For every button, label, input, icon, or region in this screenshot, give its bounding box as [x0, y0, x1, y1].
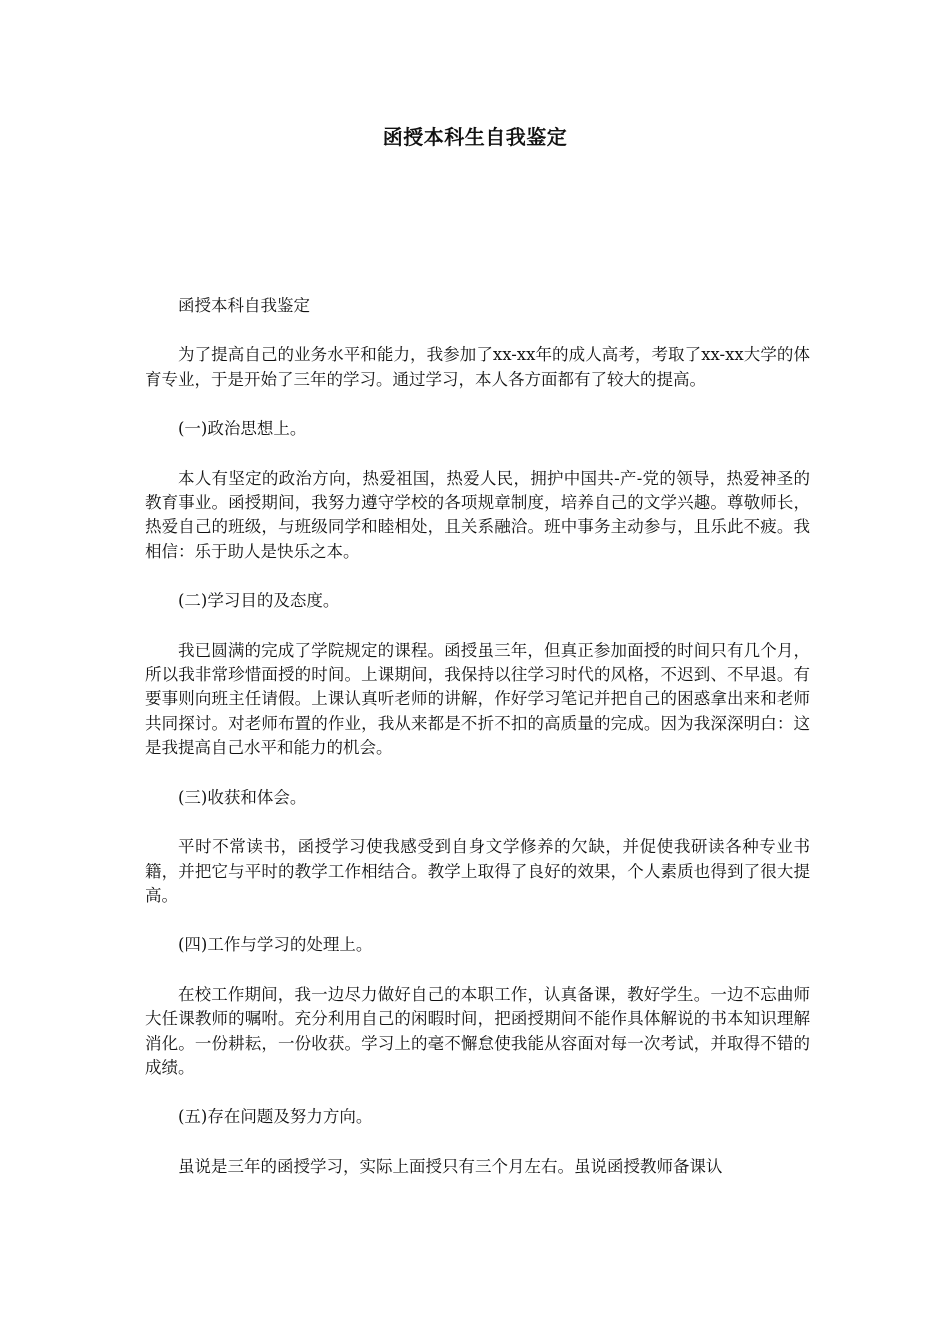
paragraph-study-attitude: 我已圆满的完成了学院规定的课程。函授虽三年，但真正参加面授的时间只有几个月，所以我非常珍惜面授的时间。上课期间，我保持以往学习时代的风格，不迟到、不早退。有要事则向班主任请假。上课认真听老师的讲解，作好学习笔记并把自己的困惑拿出来和老师共同探讨。对老师布置的作业，我从来都是不折不扣的高质量的完成。因为我深深明白：这是我提高自己水平和能力的机会。 [145, 640, 810, 758]
section-heading-problems: (五)存在问题及努力方向。 [178, 1107, 373, 1127]
paragraph-work-study: 在校工作期间，我一边尽力做好自己的本职工作，认真备课，教好学生。一边不忘曲师大任课教师的嘱咐。充分利用自己的闲暇时间，把函授期间不能作具体解说的书本知识理解消化。一份耕耘，一份收获。学习上的毫不懈怠使我能从容面对每一次考试，并取得不错的成绩。 [145, 984, 810, 1077]
paragraph-intro: 为了提高自己的业务水平和能力，我参加了xx-xx年的成人高考，考取了xx-xx大学的体育专业，于是开始了三年的学习。通过学习，本人各方面都有了较大的提高。 [145, 345, 810, 389]
section-heading-study-attitude: (二)学习目的及态度。 [178, 591, 340, 611]
section-heading-gains: (三)收获和体会。 [178, 787, 307, 807]
section-heading-work-study: (四)工作与学习的处理上。 [178, 935, 373, 955]
document-title: 函授本科生自我鉴定 [382, 125, 568, 149]
paragraph-political: 本人有坚定的政治方向，热爱祖国，热爱人民，拥护中国共-产-党的领导，热爱神圣的教育事业。函授期间，我努力遵守学校的各项规章制度，培养自己的文学兴趣。尊敬师长，热爱自己的班级，与班级同学和睦相处，且关系融洽。班中事务主动参与，且乐此不疲。我相信：乐于助人是快乐之本。 [145, 468, 810, 561]
paragraph-gains: 平时不常读书，函授学习使我感受到自身文学修养的欠缺，并促使我研读各种专业书籍，并把它与平时的教学工作相结合。教学上取得了良好的效果，个人素质也得到了很大提高。 [145, 837, 810, 905]
paragraph-problems: 虽说是三年的函授学习，实际上面授只有三个月左右。虽说函授教师备课认 [178, 1156, 723, 1176]
paragraph-subtitle: 函授本科自我鉴定 [178, 296, 310, 315]
document-body [145, 294, 810, 1204]
section-heading-political: (一)政治思想上。 [178, 419, 307, 439]
